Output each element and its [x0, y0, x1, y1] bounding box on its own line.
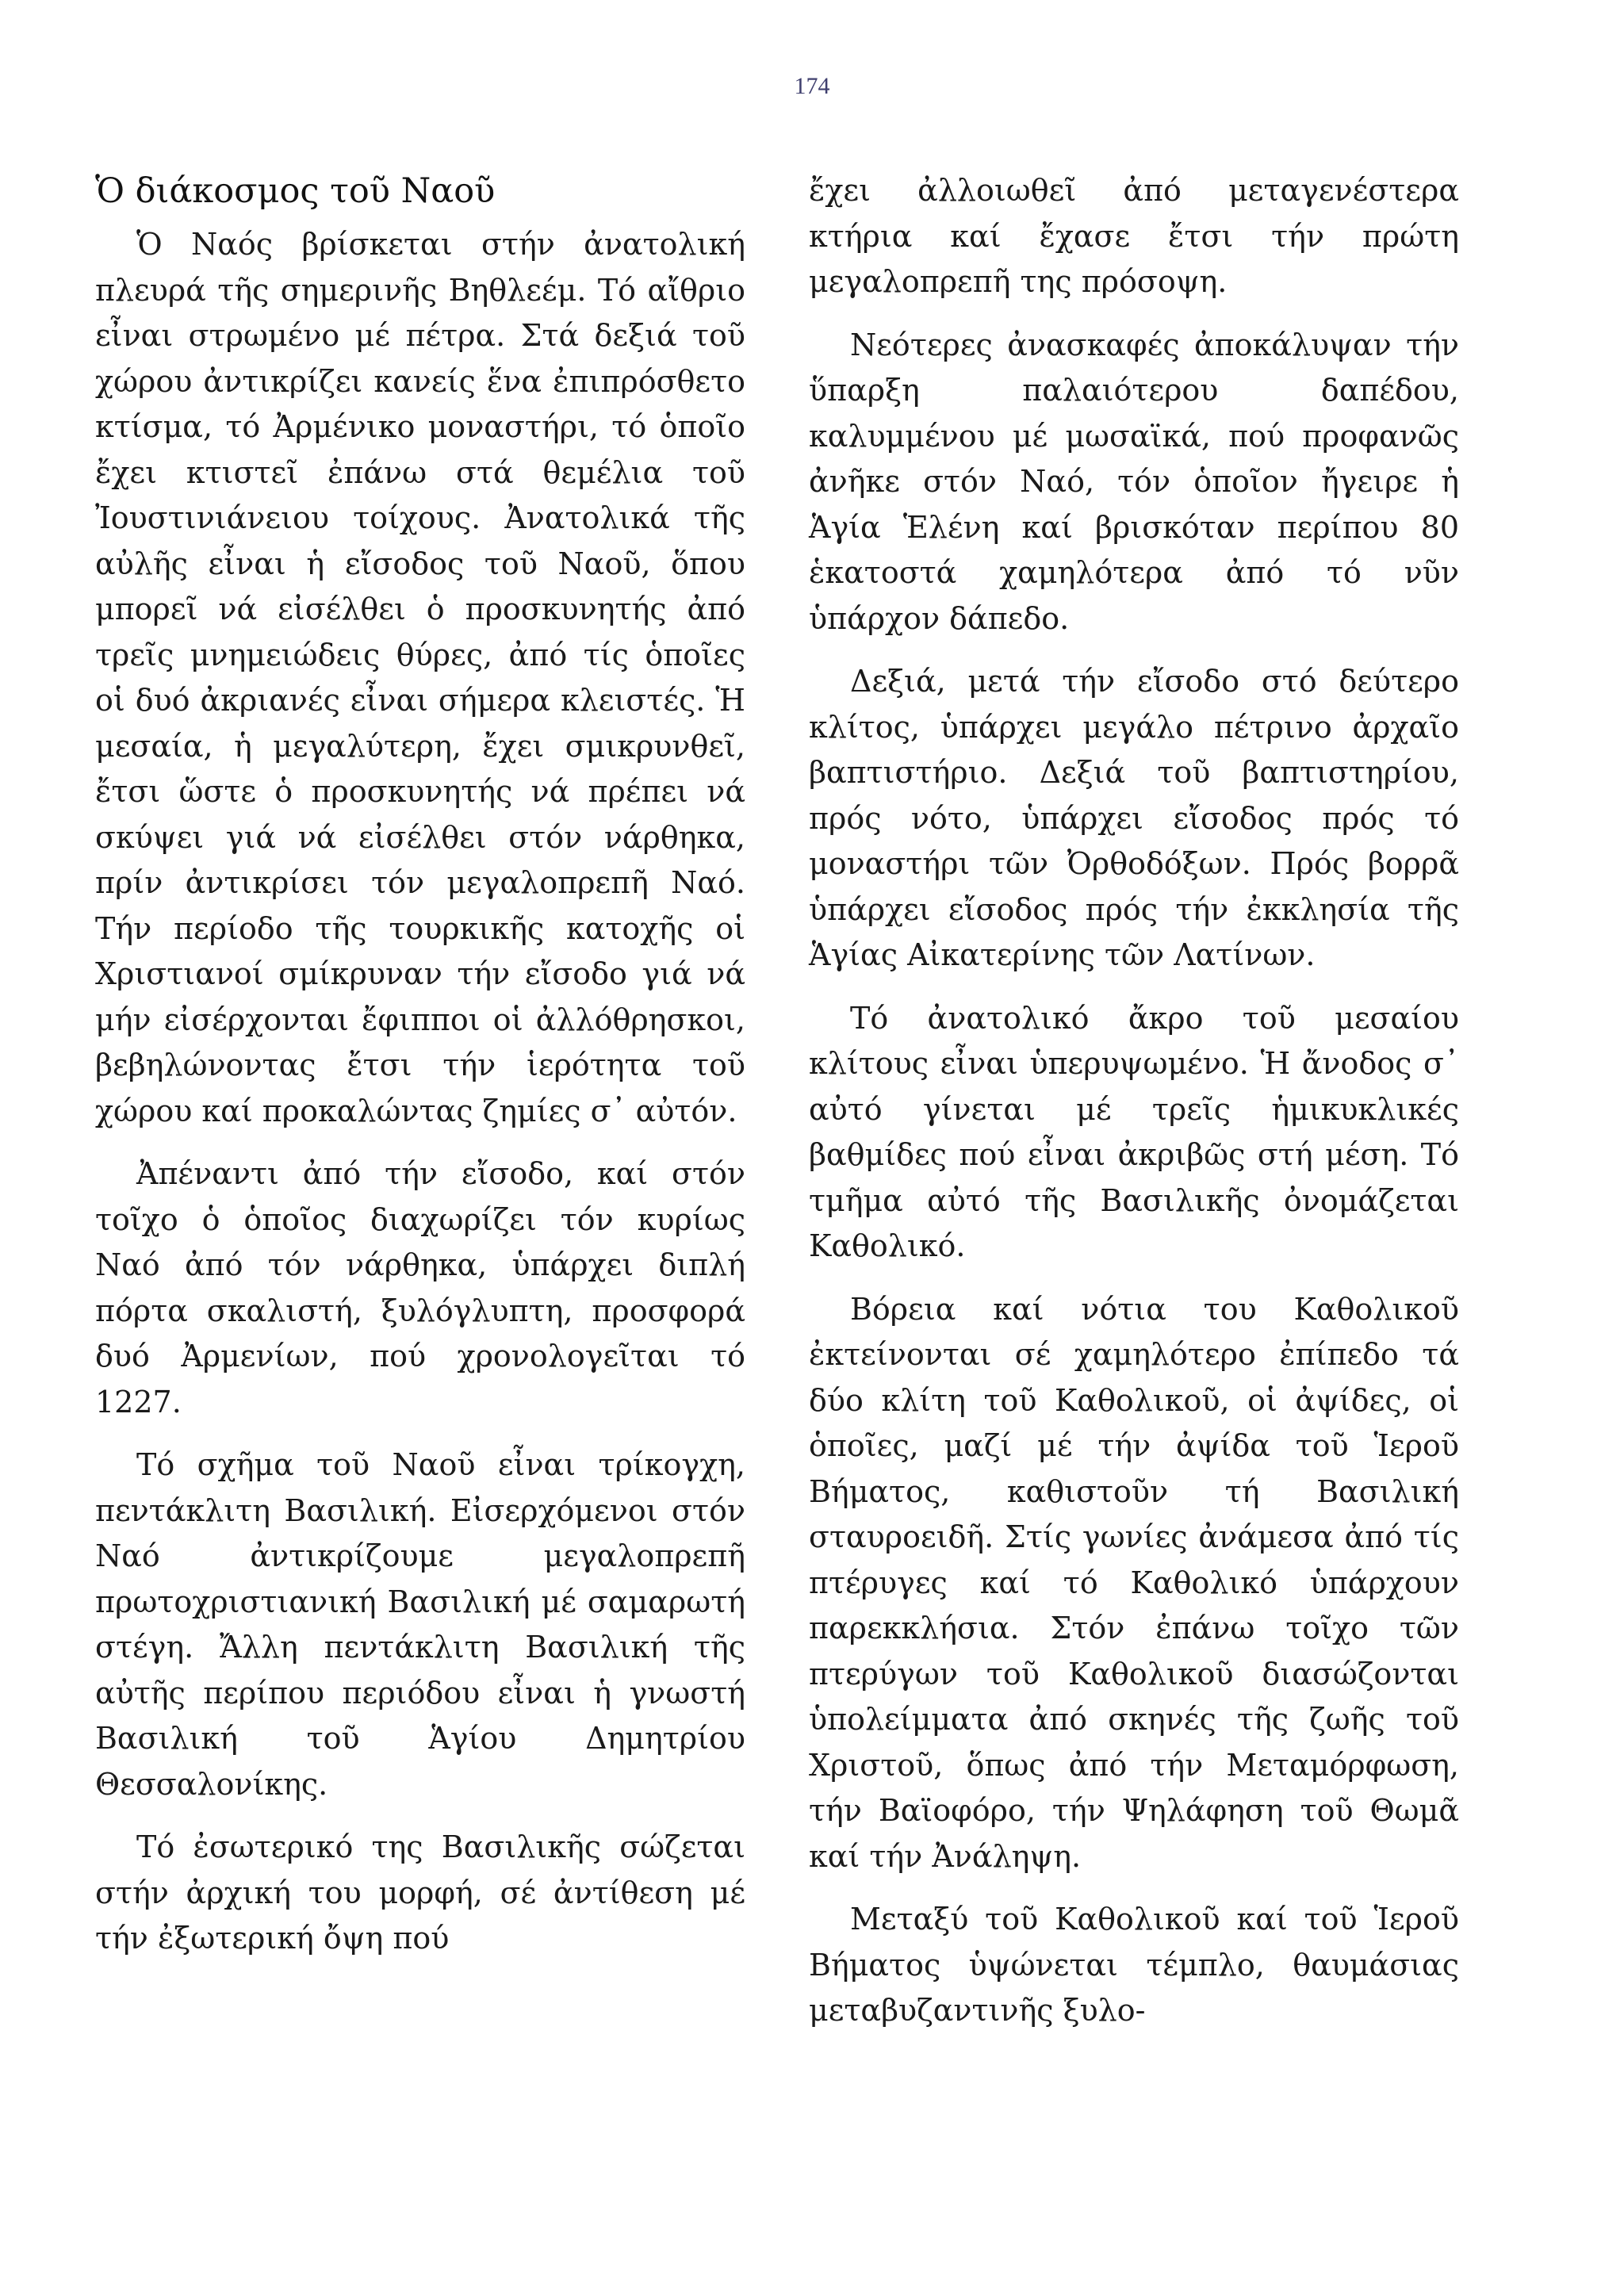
paragraph: Τό ἀνατολικό ἄκρο τοῦ μεσαίου κλίτους εἶναι ὑπερυψωμένο. Ἡ ἄνοδος σ᾽ αὐτό γίνεται μέ τρεῖς ἡμικυκλικές βαθμίδες πού εἶναι ἀκριβῶς στή μέση. Τό τμῆμα αὐτό τῆς Βασιλικῆς ὀνομάζεται Καθολικό.	[809, 1000, 1459, 1263]
paragraph: Δεξιά, μετά τήν εἴσοδο στό δεύτερο κλίτος, ὑπάρχει μεγάλο πέτρινο ἀρχαῖο βαπτιστήριο. Δεξιά τοῦ βαπτιστηρίου, πρός νότο, ὑπάρχει εἴσοδος πρός τό μοναστήρι τῶν Ὀρθοδόξων. Πρός βορρᾶ ὑπάρχει εἴσοδος πρός τήν ἐκκλησία τῆς Ἁγίας Αἰκατερίνης τῶν Λατίνων.	[809, 664, 1459, 972]
paragraph: Ἀπέναντι ἀπό τήν εἴσοδο, καί στόν τοῖχο ὁ ὁποῖος διαχωρίζει τόν κυρίως Ναό ἀπό τόν νάρθηκα, ὑπάρχει διπλή πόρτα σκαλιστή, ξυλόγλυπτη, προσφορά δυό Ἀρμενίων, πού χρονολογεῖται τό 1227.	[95, 1156, 745, 1419]
paragraph-continuation: ἔχει ἀλλοιωθεῖ ἀπό μεταγενέστερα κτήρια καί ἔχασε ἔτσι τήν πρώτη μεγαλοπρεπῆ της πρόσοψη.	[809, 173, 1459, 299]
paragraph: Βόρεια καί νότια του Καθολικοῦ ἐκτείνονται σέ χαμηλότερο ἐπίπεδο τά δύο κλίτη τοῦ Καθολικοῦ, οἱ ἀψίδες, οἱ ὁποῖες, μαζί μέ τήν ἀψίδα τοῦ Ἱεροῦ Βήματος, καθιστοῦν τή Βασιλική σταυροειδῆ. Στίς γωνίες ἀνάμεσα ἀπό τίς πτέρυγες καί τό Καθολικό ὑπάρχουν παρεκκλήσια. Στόν ἐπάνω τοῖχο τῶν πτερύγων τοῦ Καθολικοῦ διασώζονται ὑπολείμματα ἀπό σκηνές τῆς ζωῆς τοῦ Χριστοῦ, ὅπως ἀπό τήν Μεταμόρφωση, τήν Βαϊοφόρο, τήν Ψηλάφηση τοῦ Θωμᾶ καί τήν Ἀνάληψη.	[809, 1291, 1459, 1874]
paragraph: Νεότερες ἀνασκαφές ἀποκάλυψαν τήν ὕπαρξη παλαιότερου δαπέδου, καλυμμένου μέ μωσαϊκά, πού προφανῶς ἀνῆκε στόν Ναό, τόν ὁποῖον ἤγειρε ἡ Ἁγία Ἑλένη καί βρισκόταν περίπου 80 ἑκατοστά χαμηλότερα ἀπό τό νῦν ὑπάρχον δάπεδο.	[809, 327, 1459, 636]
paragraph: Τό σχῆμα τοῦ Ναοῦ εἶναι τρίκογχη, πεντάκλιτη Βασιλική. Εἰσερχόμενοι στόν Ναό ἀντικρίζουμε μεγαλοπρεπῆ πρωτοχριστιανική Βασιλική μέ σαμαρωτή στέγη. Ἄλλη πεντάκλιτη Βασιλική τῆς αὐτῆς περίπου περιόδου εἶναι ἡ γνωστή Βασιλική τοῦ Ἁγίου Δημητρίου Θεσσαλονίκης.	[95, 1447, 745, 1802]
right-column	[809, 168, 1459, 2052]
section-heading: Ὁ διάκοσμος τοῦ Ναοῦ	[95, 171, 496, 211]
paragraph: Ὁ Ναός βρίσκεται στήν ἀνατολική πλευρά τῆς σημερινῆς Βηθλεέμ. Τό αἴθριο εἶναι στρωμένο μέ πέτρα. Στά δεξιά τοῦ χώρου ἀντικρίζει κανείς ἕνα ἐπιπρόσθετο κτίσμα, τό Ἀρμένικο μοναστήρι, τό ὁποῖο ἔχει κτιστεῖ ἐπάνω στά θεμέλια τοῦ Ἰουστινιάνειου τοίχους. Ἀνατολικά τῆς αὐλῆς εἶναι ἡ εἴσοδος τοῦ Ναοῦ, ὅπου μπορεῖ νά εἰσέλθει ὁ προσκυνητής ἀπό τρεῖς μνημειώδεις θύρες, ἀπό τίς ὁποῖες οἱ δυό ἀκριανές εἶναι σήμερα κλειστές. Ἡ μεσαία, ἡ μεγαλύτερη, ἔχει σμικρυνθεῖ, ἔτσι ὥστε ὁ προσκυνητής νά πρέπει νά σκύψει γιά νά εἰσέλθει στόν νάρθηκα, πρίν ἀντικρίσει τόν μεγαλοπρεπῆ Ναό. Τήν περίοδο τῆς τουρκικῆς κατοχῆς οἱ Χριστιανοί σμίκρυναν τήν εἴσοδο γιά νά μήν εἰσέρχονται ἔφιπποι οἱ ἀλλόθρησκοι, βεβηλώνοντας ἔτσι τήν ἱερότητα τοῦ χώρου καί προκαλώντας ζημίες σ᾽ αὐτόν.	[95, 227, 745, 1128]
paragraph: Μεταξύ τοῦ Καθολικοῦ καί τοῦ Ἱεροῦ Βήματος ὑψώνεται τέμπλο, θαυμάσιας μεταβυζαντινῆς ξυλο-	[809, 1902, 1459, 2028]
page-number: 174	[794, 73, 830, 99]
paragraph: Τό ἐσωτερικό της Βασιλικῆς σώζεται στήν ἀρχική του μορφή, σέ ἀντίθεση μέ τήν ἐξωτερική ὄψη πού	[95, 1829, 745, 1956]
left-column	[95, 168, 745, 1979]
